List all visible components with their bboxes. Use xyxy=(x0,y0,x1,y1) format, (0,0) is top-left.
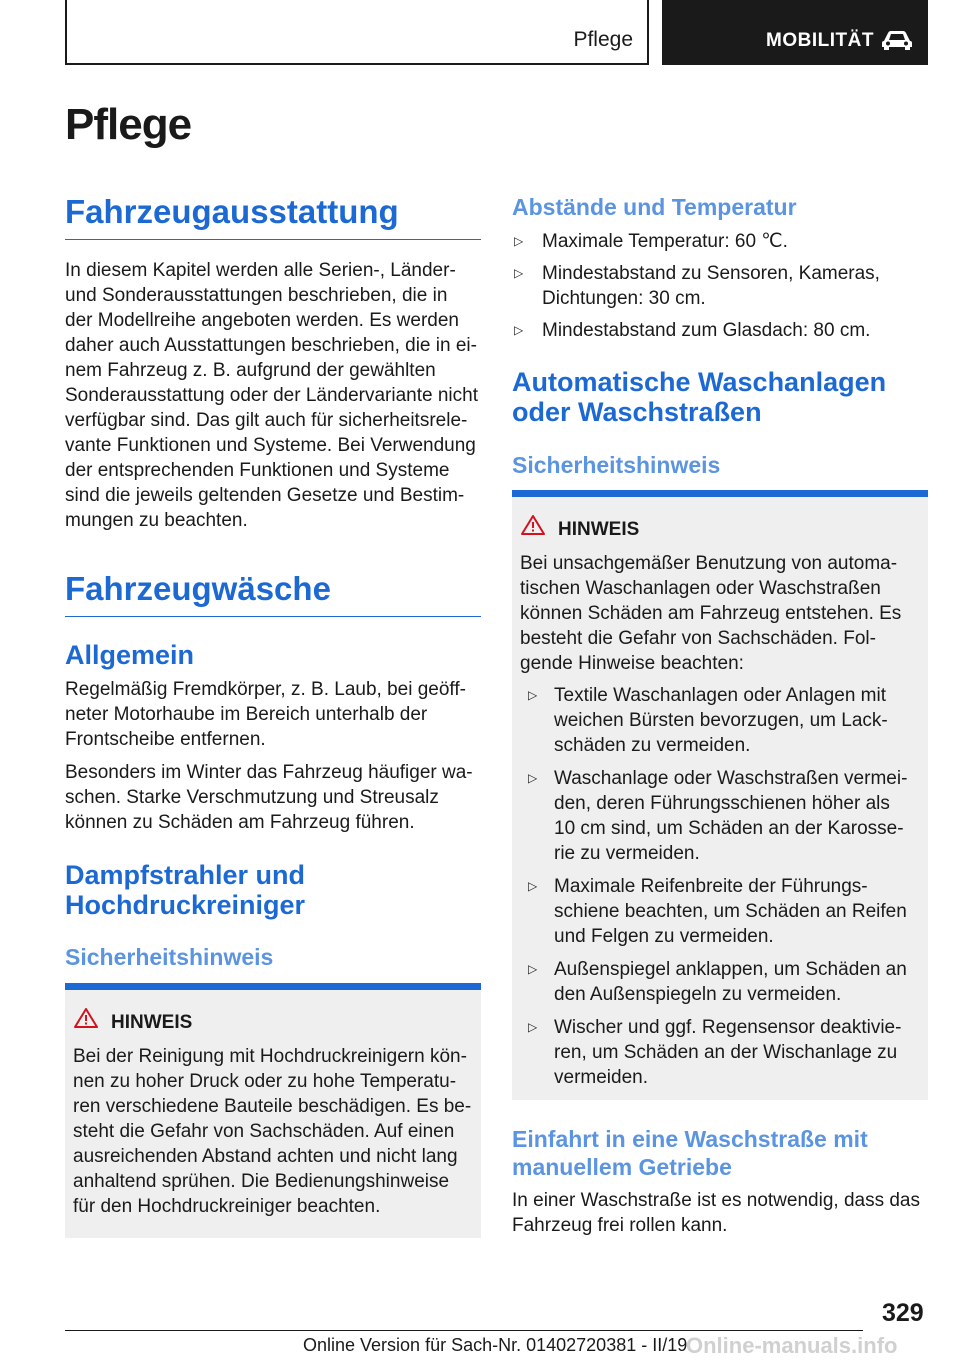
list-item xyxy=(512,318,928,343)
notice-list-item xyxy=(522,957,920,1007)
notice-label: HINWEIS xyxy=(111,1012,193,1033)
text-line: nen zu hoher Druck oder zu hohe Temperatu- xyxy=(73,1071,457,1092)
text-line: Besonders im Winter das Fahrzeug häufiger wa- xyxy=(65,762,473,783)
heading-automatische-waschanlagen xyxy=(512,367,886,427)
text-line: In diesem Kapitel werden alle Serien-, Länder- xyxy=(65,260,456,281)
notice-list-item xyxy=(522,874,920,949)
list-item xyxy=(512,229,928,254)
text-line: Mindestabstand zum Glasdach: 80 cm. xyxy=(542,320,871,341)
page-title: Pflege xyxy=(65,100,192,149)
bullet-triangle-icon: ▷ xyxy=(514,234,524,248)
text-line: steht die Gefahr von Sachschäden. Auf einen xyxy=(73,1121,455,1142)
notice-text xyxy=(520,551,920,676)
text-line: ren, um Schäden an der Wischanlage zu xyxy=(554,1042,898,1063)
text-line: 10 cm sind, um Schäden an der Karosse- xyxy=(554,818,904,839)
heading-fahrzeugwaesche: Fahrzeugwäsche xyxy=(65,570,481,617)
text-line: der Modellreihe angeboten werden. Es werden xyxy=(65,310,459,331)
header-chapter-tab xyxy=(662,0,928,65)
watermark: Online-manuals.info xyxy=(686,1333,898,1358)
text-line: Mindestabstand zu Sensoren, Kameras, xyxy=(542,263,880,284)
footer-divider xyxy=(65,1330,863,1331)
notice-list-item xyxy=(522,683,920,758)
text-line: Dichtungen: 30 cm. xyxy=(542,288,706,309)
paragraph-einfahrt xyxy=(512,1188,928,1238)
text-line: sind die jeweils geltenden Gesetze und Bestim- xyxy=(65,485,465,506)
notice-box-right xyxy=(512,490,928,1100)
heading-dampfstrahler xyxy=(65,860,305,920)
text-line: verfügbar sind. Das gilt auch für sicherheitsrele- xyxy=(65,410,468,431)
bullet-triangle-icon: ▷ xyxy=(528,688,538,702)
bullet-triangle-icon: ▷ xyxy=(514,323,524,337)
list-item xyxy=(512,261,928,311)
paragraph-allgemein-1 xyxy=(65,677,481,752)
heading-line: Dampfstrahler und xyxy=(65,860,306,890)
heading-abstaende: Abstände und Temperatur xyxy=(512,194,797,220)
heading-fahrzeugausstattung: Fahrzeugausstattung xyxy=(65,193,481,240)
text-line: rie zu vermeiden. xyxy=(554,843,700,864)
text-line: vante Funktionen und Systeme. Bei Verwendung xyxy=(65,435,476,456)
heading-line: Einfahrt in eine Waschstraße mit xyxy=(512,1126,868,1152)
text-line: können Schäden am Fahrzeug entstehen. Es xyxy=(520,603,902,624)
heading-line: Automatische Waschanlagen xyxy=(512,367,887,397)
notice-list-item xyxy=(522,766,920,866)
text-line: vermeiden. xyxy=(554,1067,648,1088)
notice-text xyxy=(73,1044,473,1219)
text-line: neter Motorhaube im Bereich unterhalb der xyxy=(65,704,428,725)
warning-icon xyxy=(73,1007,99,1029)
text-line: Frontscheibe entfernen. xyxy=(65,729,266,750)
text-line: und Felgen zu vermeiden. xyxy=(554,926,774,947)
page-header xyxy=(65,0,928,65)
text-line: gende Hinweise beachten: xyxy=(520,653,744,674)
text-line: schen. Starke Verschmutzung und Streusalz xyxy=(65,787,439,808)
text-line: mungen zu beachten. xyxy=(65,510,248,531)
text-line: können zu Schäden am Fahrzeug führen. xyxy=(65,812,415,833)
text-line: der entsprechenden Funktionen und Systeme xyxy=(65,460,450,481)
text-line: Waschanlage oder Waschstraßen vermei- xyxy=(554,768,908,789)
text-line: Bei unsachgemäßer Benutzung von automa- xyxy=(520,553,898,574)
heading-sicherheitshinweis-right: Sicherheitshinweis xyxy=(512,452,721,478)
header-chapter-title: MOBILITÄT xyxy=(766,30,874,51)
text-line: den, deren Führungsschienen höher als xyxy=(554,793,890,814)
page-number: 329 xyxy=(882,1299,924,1327)
text-line: den Außenspiegeln zu vermeiden. xyxy=(554,984,842,1005)
notice-box-left xyxy=(65,983,481,1238)
bullet-triangle-icon: ▷ xyxy=(528,962,538,976)
car-icon xyxy=(880,29,914,51)
text-line: ren verschiedene Bauteile beschädigen. Es be- xyxy=(73,1096,472,1117)
text-line: und Sonderausstattungen beschrieben, die in xyxy=(65,285,448,306)
bullet-triangle-icon: ▷ xyxy=(528,1020,538,1034)
footer-text: Online Version für Sach-Nr. 01402720381 - II/19 xyxy=(303,1335,688,1355)
text-line: besteht die Gefahr von Sachschäden. Fol- xyxy=(520,628,876,649)
text-line: tischen Waschanlagen oder Waschstraßen xyxy=(520,578,881,599)
text-line: Wischer und ggf. Regensensor deaktivie- xyxy=(554,1017,902,1038)
heading-line: Hochdruckreiniger xyxy=(65,890,306,920)
header-section-box xyxy=(65,0,649,65)
text-line: Sonderausstattung oder der Ländervariante nicht xyxy=(65,385,478,406)
text-line: Textile Waschanlagen oder Anlagen mit xyxy=(554,685,886,706)
heading-line: manuellem Getriebe xyxy=(512,1154,732,1180)
text-line: ausreichenden Abstand achten und nicht lang xyxy=(73,1146,458,1167)
text-line: Maximale Reifenbreite der Führungs- xyxy=(554,876,868,897)
heading-allgemein: Allgemein xyxy=(65,640,195,670)
text-line: Maximale Temperatur: 60 ℃. xyxy=(542,231,788,252)
text-line: weichen Bürsten bevorzugen, um Lack- xyxy=(554,710,888,731)
text-line: Außenspiegel anklappen, um Schäden an xyxy=(554,959,907,980)
text-line: für den Hochdruckreiniger beachten. xyxy=(73,1196,381,1217)
heading-line: oder Waschstraßen xyxy=(512,397,762,427)
warning-icon xyxy=(520,514,546,536)
text-line: schäden zu vermeiden. xyxy=(554,735,751,756)
text-line: anhaltend sprühen. Die Bedienungshinweise xyxy=(73,1171,450,1192)
notice-label: HINWEIS xyxy=(558,519,640,540)
heading-sicherheitshinweis-left: Sicherheitshinweis xyxy=(65,944,274,970)
notice-list-item xyxy=(522,1015,920,1090)
text-line: Regelmäßig Fremdkörper, z. B. Laub, bei geöff- xyxy=(65,679,466,700)
bullet-triangle-icon: ▷ xyxy=(514,266,524,280)
text-line: daher auch Ausstattungen beschrieben, die in ei- xyxy=(65,335,477,356)
paragraph-ausstattung xyxy=(65,258,481,533)
bullet-triangle-icon: ▷ xyxy=(528,879,538,893)
text-line: In einer Waschstraße ist es notwendig, dass das xyxy=(512,1190,920,1211)
text-line: nem Fahrzeug z. B. aufgrund der gewählten xyxy=(65,360,436,381)
text-line: schiene beachten, um Schäden an Reifen xyxy=(554,901,907,922)
text-line: Bei der Reinigung mit Hochdruckreinigern kön- xyxy=(73,1046,467,1067)
bullet-triangle-icon: ▷ xyxy=(528,771,538,785)
paragraph-allgemein-2 xyxy=(65,760,481,835)
text-line: Fahrzeug frei rollen kann. xyxy=(512,1215,728,1236)
header-section-title: Pflege xyxy=(573,28,633,51)
heading-einfahrt xyxy=(512,1125,868,1181)
